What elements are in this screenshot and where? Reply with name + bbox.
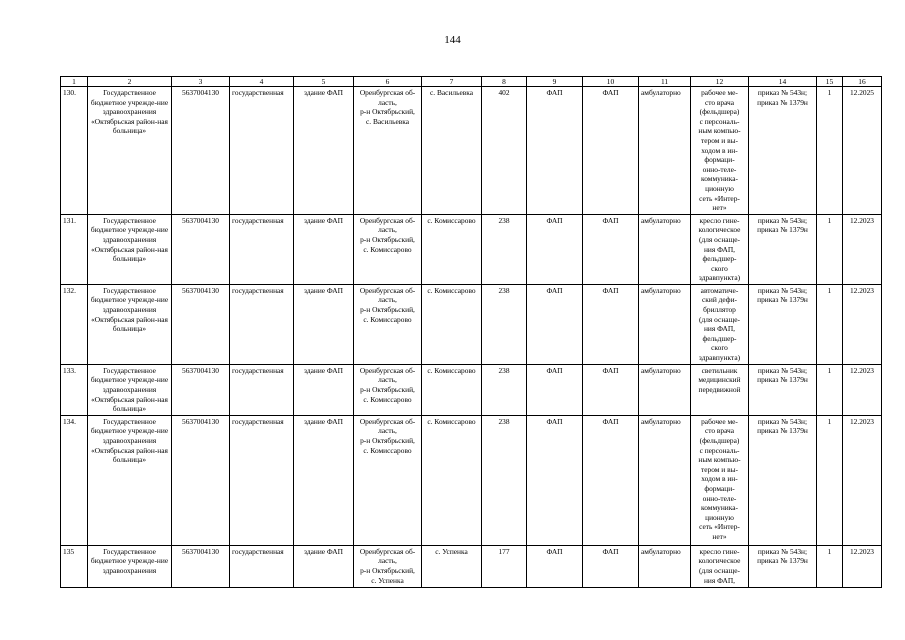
inn: 5637004130 — [172, 214, 230, 284]
due-date: 12.2023 — [843, 545, 882, 587]
quantity: 1 — [817, 545, 843, 587]
equipment: рабочее ме- сто врача (фельдшера) с персональ- ным компью- тером и вы- ходом в ин- формаци- онно-теле- коммуника- ционную сеть «Интер- нет» — [691, 415, 749, 545]
address: Оренбургская об-ласть, р-н Октябрьский, с. Комиссарово — [354, 364, 422, 415]
care-form: амбулаторно — [639, 214, 691, 284]
page-number: 144 — [444, 34, 461, 46]
settlement: с. Комиссарово — [422, 214, 482, 284]
organization: Государственное бюджетное учрежде-ние здравоохранения «Октябрьская район-ная больница» — [88, 284, 172, 364]
inn: 5637004130 — [172, 284, 230, 364]
organization: Государственное бюджетное учрежде-ние здравоохранения «Октябрьская район-ная больница» — [88, 214, 172, 284]
population: 177 — [482, 545, 527, 587]
facility-type-2: ФАП — [583, 214, 639, 284]
order: приказ № 543н; приказ № 1379н — [749, 214, 817, 284]
column-header: 9 — [527, 77, 583, 87]
equipment: рабочее ме- сто врача (фельдшера) с персональ- ным компью- тером и вы- ходом в ин- формаци- онно-теле- коммуника- ционную сеть «Интер- нет» — [691, 87, 749, 215]
order: приказ № 543н; приказ № 1379н — [749, 545, 817, 587]
column-header: 12 — [691, 77, 749, 87]
facility-type-2: ФАП — [583, 87, 639, 215]
address: Оренбургская об-ласть, р-н Октябрьский, с. Комиссарово — [354, 415, 422, 545]
column-header: 6 — [354, 77, 422, 87]
ownership: государственная — [230, 284, 294, 364]
row-number: 134. — [61, 415, 88, 545]
ownership: государственная — [230, 545, 294, 587]
equipment: кресло гине- кологическое (для оснаще- ния ФАП, — [691, 545, 749, 587]
organization: Государственное бюджетное учрежде-ние здравоохранения «Октябрьская район-ная больница» — [88, 415, 172, 545]
facility-type: ФАП — [527, 545, 583, 587]
settlement: с. Успенка — [422, 545, 482, 587]
column-header: 5 — [294, 77, 354, 87]
column-header: 16 — [843, 77, 882, 87]
column-header: 1 — [61, 77, 88, 87]
population: 238 — [482, 214, 527, 284]
facility-type: ФАП — [527, 284, 583, 364]
inn: 5637004130 — [172, 415, 230, 545]
facility-type: ФАП — [527, 364, 583, 415]
facility-type: ФАП — [527, 214, 583, 284]
order: приказ № 543н; приказ № 1379н — [749, 87, 817, 215]
table-row — [61, 87, 882, 215]
row-number: 135 — [61, 545, 88, 587]
table-row — [61, 364, 882, 415]
table-row — [61, 415, 882, 545]
ownership: государственная — [230, 87, 294, 215]
facility-type-2: ФАП — [583, 284, 639, 364]
table-row — [61, 545, 882, 587]
equipment: автоматиче- ский дефи- бриллятор (для оснаще- ния ФАП, фельдшер- ского здравпункта) — [691, 284, 749, 364]
organization: Государственное бюджетное учрежде-ние здравоохранения «Октябрьская район-ная больница» — [88, 364, 172, 415]
due-date: 12.2023 — [843, 415, 882, 545]
population: 402 — [482, 87, 527, 215]
quantity: 1 — [817, 415, 843, 545]
order: приказ № 543н; приказ № 1379н — [749, 415, 817, 545]
facility-type: ФАП — [527, 415, 583, 545]
settlement: с. Васильевка — [422, 87, 482, 215]
row-number: 133. — [61, 364, 88, 415]
inn: 5637004130 — [172, 545, 230, 587]
address: Оренбургская об-ласть, р-н Октябрьский, с. Комиссарово — [354, 284, 422, 364]
data-table — [60, 76, 882, 588]
table-row — [61, 284, 882, 364]
building: здание ФАП — [294, 214, 354, 284]
row-number: 130. — [61, 87, 88, 215]
building: здание ФАП — [294, 415, 354, 545]
quantity: 1 — [817, 214, 843, 284]
population: 238 — [482, 415, 527, 545]
settlement: с. Комиссарово — [422, 364, 482, 415]
address: Оренбургская об-ласть, р-н Октябрьский, с. Комиссарово — [354, 214, 422, 284]
due-date: 12.2025 — [843, 87, 882, 215]
ownership: государственная — [230, 415, 294, 545]
ownership: государственная — [230, 214, 294, 284]
facility-type: ФАП — [527, 87, 583, 215]
facility-type-2: ФАП — [583, 364, 639, 415]
inn: 5637004130 — [172, 87, 230, 215]
table-row — [61, 214, 882, 284]
address: Оренбургская об-ласть, р-н Октябрьский, с. Успенка — [354, 545, 422, 587]
order: приказ № 543н; приказ № 1379н — [749, 364, 817, 415]
settlement: с. Комиссарово — [422, 284, 482, 364]
building: здание ФАП — [294, 284, 354, 364]
ownership: государственная — [230, 364, 294, 415]
quantity: 1 — [817, 87, 843, 215]
column-header: 11 — [639, 77, 691, 87]
facility-type-2: ФАП — [583, 545, 639, 587]
column-header: 15 — [817, 77, 843, 87]
building: здание ФАП — [294, 364, 354, 415]
column-header: 7 — [422, 77, 482, 87]
address: Оренбургская об-ласть, р-н Октябрьский, с. Васильевка — [354, 87, 422, 215]
column-header: 3 — [172, 77, 230, 87]
column-header: 4 — [230, 77, 294, 87]
care-form: амбулаторно — [639, 364, 691, 415]
due-date: 12.2023 — [843, 284, 882, 364]
due-date: 12.2023 — [843, 364, 882, 415]
quantity: 1 — [817, 284, 843, 364]
equipment: кресло гине- кологическое (для оснаще- ния ФАП, фельдшер- ского здравпункта) — [691, 214, 749, 284]
row-number: 131. — [61, 214, 88, 284]
population: 238 — [482, 284, 527, 364]
inn: 5637004130 — [172, 364, 230, 415]
settlement: с. Комиссарово — [422, 415, 482, 545]
column-header: 2 — [88, 77, 172, 87]
header-row — [61, 77, 882, 87]
population: 238 — [482, 364, 527, 415]
quantity: 1 — [817, 364, 843, 415]
order: приказ № 543н; приказ № 1379н — [749, 284, 817, 364]
building: здание ФАП — [294, 87, 354, 215]
due-date: 12.2023 — [843, 214, 882, 284]
column-header: 8 — [482, 77, 527, 87]
column-header: 10 — [583, 77, 639, 87]
facility-type-2: ФАП — [583, 415, 639, 545]
organization: Государственное бюджетное учрежде-ние здравоохранения — [88, 545, 172, 587]
column-header: 14 — [749, 77, 817, 87]
equipment: светильник медицинский передвижной — [691, 364, 749, 415]
care-form: амбулаторно — [639, 87, 691, 215]
care-form: амбулаторно — [639, 284, 691, 364]
organization: Государственное бюджетное учрежде-ние здравоохранения «Октябрьская район-ная больница» — [88, 87, 172, 215]
care-form: амбулаторно — [639, 545, 691, 587]
row-number: 132. — [61, 284, 88, 364]
care-form: амбулаторно — [639, 415, 691, 545]
building: здание ФАП — [294, 545, 354, 587]
